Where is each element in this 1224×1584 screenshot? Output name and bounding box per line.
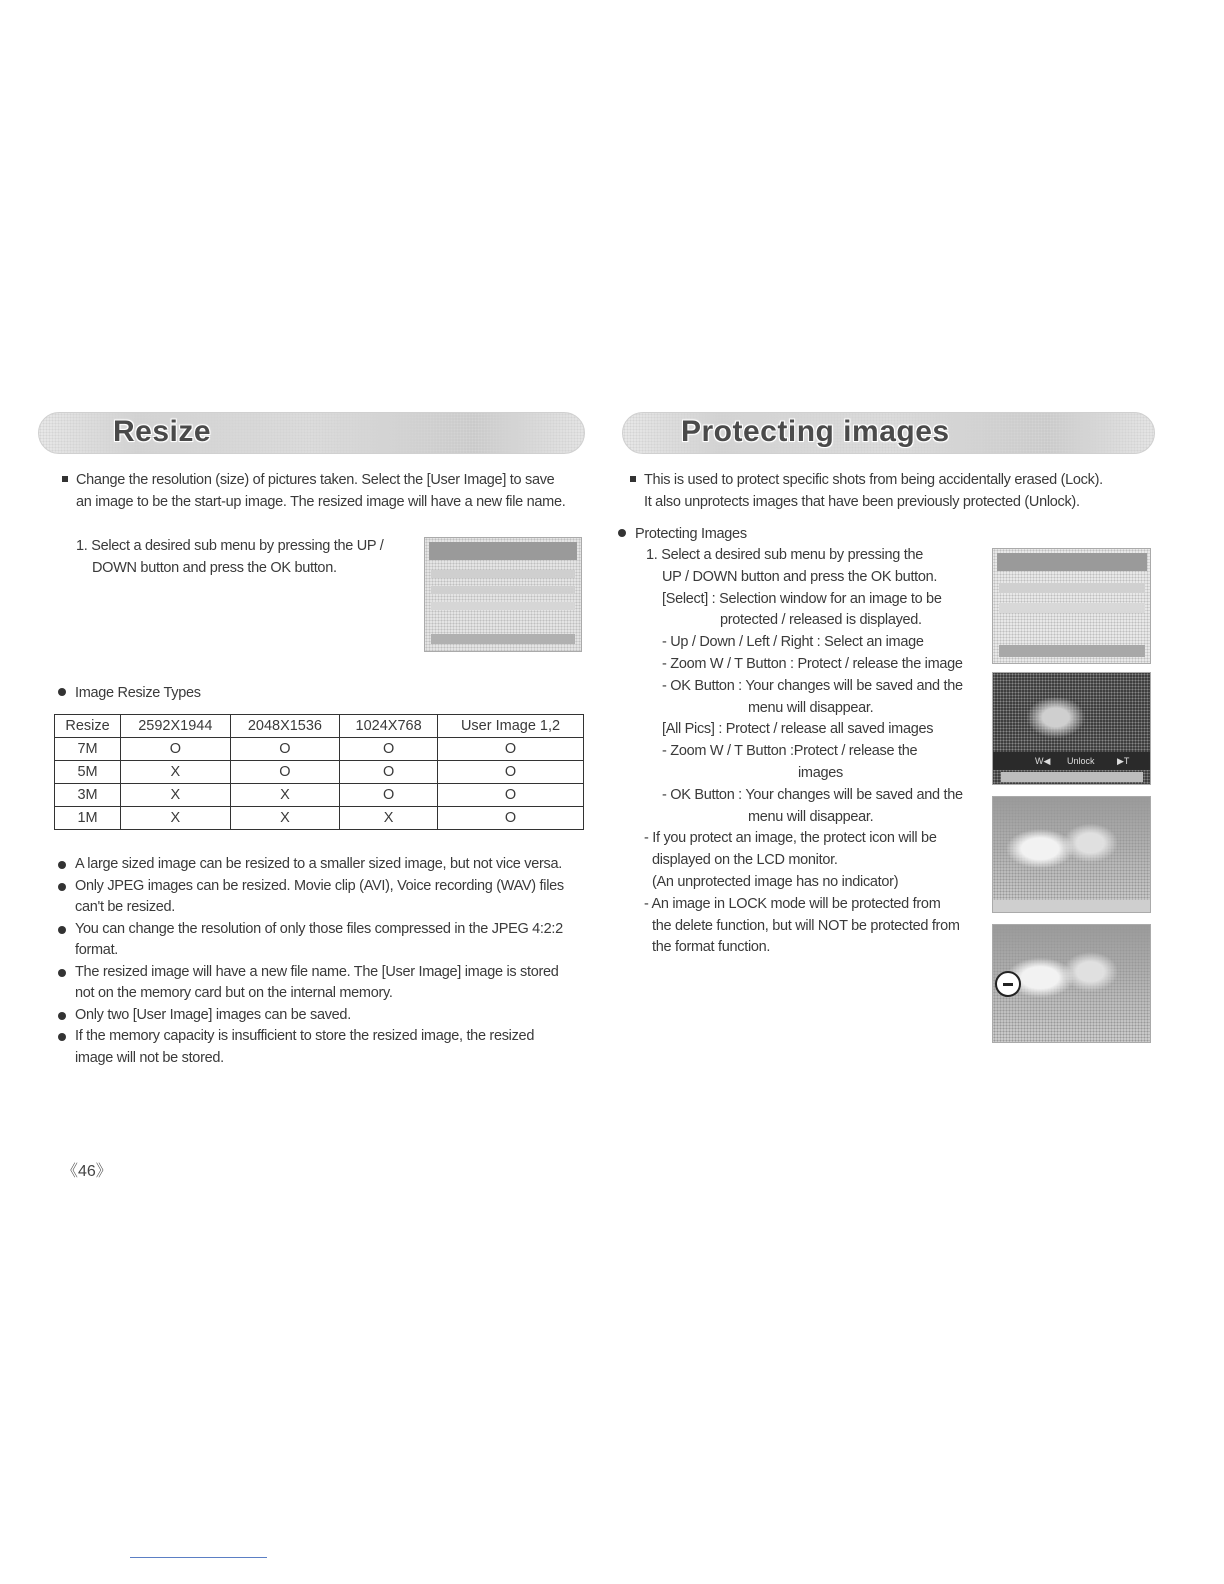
protect-select-screenshot <box>992 672 1151 785</box>
table-cell: X <box>230 784 340 807</box>
table-cell: O <box>438 784 584 807</box>
resize-menu-screenshot <box>424 537 582 652</box>
lcd-bottom-bar <box>993 752 1150 770</box>
bullet-icon <box>58 1012 66 1020</box>
table-row <box>55 784 584 807</box>
bullet-icon <box>58 969 66 977</box>
resize-title: Resize <box>113 415 212 448</box>
bullet-icon <box>58 861 66 869</box>
table-cell: O <box>438 738 584 761</box>
table-cell: O <box>230 761 340 784</box>
table-cell: O <box>340 761 438 784</box>
list-item: The resized image will have a new file name. The [User Image] image is stored not on the memory card but on the internal memory. <box>58 962 598 1005</box>
image-resize-types-label: Image Resize Types <box>58 682 201 704</box>
table-cell: 1M <box>55 807 121 830</box>
zoom-w-label: W◀ <box>1035 756 1051 766</box>
protect-title: Protecting images <box>681 415 950 448</box>
square-bullet-icon <box>630 476 636 482</box>
bullet-icon <box>58 688 66 696</box>
resize-banner <box>38 412 585 454</box>
resize-types-table <box>54 714 584 830</box>
footer-rule <box>130 1557 267 1558</box>
square-bullet-icon <box>62 476 68 482</box>
table-cell: O <box>438 807 584 830</box>
resize-intro: Change the resolution (size) of pictures taken. Select the [User Image] to save an image to be the start-up image. The resized image will have a new file name. <box>62 469 602 513</box>
table-cell: X <box>230 807 340 830</box>
table-cell: O <box>121 738 231 761</box>
table-cell: X <box>121 784 231 807</box>
menu-row <box>999 583 1145 593</box>
bullet-icon <box>58 926 66 934</box>
list-item: Only JPEG images can be resized. Movie clip (AVI), Voice recording (WAV) files can't be resized. <box>58 876 598 919</box>
table-cell: 5M <box>55 761 121 784</box>
unlock-label: Unlock <box>1067 756 1095 766</box>
menu-row <box>431 586 575 594</box>
table-cell: X <box>340 807 438 830</box>
table-header-cell: 1024X768 <box>340 715 438 738</box>
protect-menu-screenshot <box>992 548 1151 664</box>
lock-icon <box>995 971 1021 997</box>
table-cell: 7M <box>55 738 121 761</box>
list-item: You can change the resolution of only those files compressed in the JPEG 4:2:2 format. <box>58 919 598 962</box>
table-cell: X <box>121 761 231 784</box>
table-header-cell: User Image 1,2 <box>438 715 584 738</box>
protect-intro: This is used to protect specific shots from being accidentally erased (Lock). It also unprotects images that have been previously protected (Unlock). <box>630 469 1170 513</box>
lcd-action-bar <box>1001 772 1143 782</box>
zoom-t-label: ▶T <box>1117 756 1130 766</box>
table-row <box>55 738 584 761</box>
protect-banner <box>622 412 1155 454</box>
list-item: If the memory capacity is insufficient to store the resized image, the resized image will not be stored. <box>58 1026 598 1069</box>
resize-notes <box>58 854 598 1069</box>
page-number: 《46》 <box>62 1163 112 1180</box>
bullet-icon <box>618 529 626 537</box>
protecting-images-label: Protecting Images <box>618 523 747 545</box>
menu-footer <box>431 634 575 644</box>
menu-icon-bar <box>997 553 1147 571</box>
table-cell: O <box>340 738 438 761</box>
table-cell: 3M <box>55 784 121 807</box>
menu-row <box>431 602 575 610</box>
table-header-row <box>55 715 584 738</box>
table-cell: O <box>438 761 584 784</box>
table-header-cell: Resize <box>55 715 121 738</box>
table-row <box>55 761 584 784</box>
table-cell: O <box>230 738 340 761</box>
protected-photo-screenshot <box>992 924 1151 1043</box>
list-item: Only two [User Image] images can be saved. <box>58 1005 598 1027</box>
menu-row <box>431 570 575 578</box>
bullet-icon <box>58 1033 66 1041</box>
list-item: A large sized image can be resized to a smaller sized image, but not vice versa. <box>58 854 598 876</box>
menu-footer <box>999 645 1145 657</box>
table-cell: O <box>340 784 438 807</box>
protect-photo-screenshot <box>992 796 1151 913</box>
table-row <box>55 807 584 830</box>
menu-row <box>999 603 1145 613</box>
lcd-status-bar <box>993 900 1150 912</box>
menu-icon-bar <box>429 542 577 560</box>
bullet-icon <box>58 883 66 891</box>
protect-instructions: 1. Select a desired sub menu by pressing the UP / DOWN button and press the OK button. [Select] : Selection window for an image to be protected / released is displayed. - Up / Down / Left / Right : Select an image - Zoom W / T Button : Protect / release the image - OK Button : Your changes will be saved and the menu will disappear. [All Pics] : Protect / release all saved images - Zoom W / T Button :Protect / release the images - OK Button : Your changes will be saved and the menu will disappear. - If you protect an image, the protect icon will be displayed on the LCD monitor. (An unprotected image has no indicator) - An image in LOCK mode will be protected from the delete function, but will NOT be protected from the format function. <box>644 547 963 956</box>
resize-step-1: 1. Select a desired sub menu by pressing the UP / DOWN button and press the OK button. <box>76 538 384 576</box>
table-header-cell: 2592X1944 <box>121 715 231 738</box>
table-cell: X <box>121 807 231 830</box>
table-header-cell: 2048X1536 <box>230 715 340 738</box>
